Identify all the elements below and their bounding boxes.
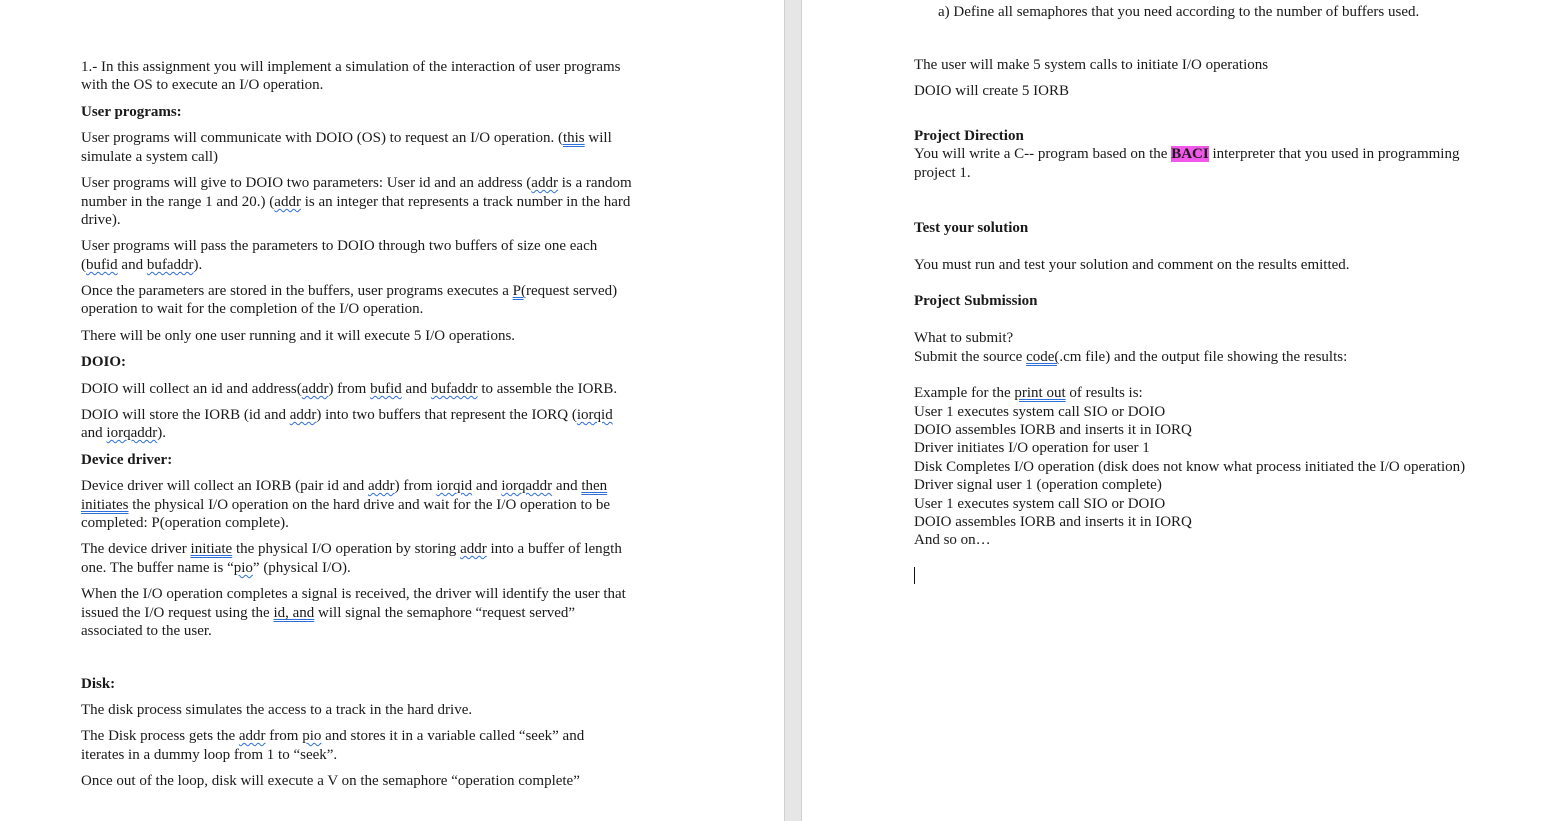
paragraph-line: You will write a C-- program based on the BACI interpreter that you used in programming (914, 146, 1460, 162)
paragraph-line: Example for the print out of results is: (914, 385, 1143, 401)
paragraph-line: completed: P(operation complete). (81, 515, 289, 531)
intro-line-2: with the OS to execute an I/O operation. (81, 77, 324, 93)
paragraph-line: project 1. (914, 165, 971, 181)
output-line: DOIO assembles IORB and inserts it in IORQ (914, 514, 1192, 530)
paragraph-line: There will be only one user running and it will execute 5 I/O operations. (81, 328, 516, 344)
output-line: And so on… (914, 532, 991, 548)
output-line: Driver signal user 1 (operation complete) (914, 477, 1162, 493)
paragraph-line: DOIO will store the IORB (id and addr) into two buffers that represent the IORQ (iorqid (81, 407, 613, 423)
paragraph-line: issued the I/O request using the id, and will signal the semaphore “request served” (81, 605, 576, 621)
project-direction-heading: Project Direction (914, 128, 1024, 144)
paragraph-line: iterates in a dummy loop from 1 to “seek”. (81, 747, 338, 763)
paragraph-line: simulate a system call) (81, 149, 219, 165)
paragraph-line: Device driver will collect an IORB (pair id and addr) from iorqid and iorqaddr and then (81, 478, 608, 494)
disk-heading: Disk: (81, 676, 116, 692)
output-line: DOIO assembles IORB and inserts it in IORQ (914, 422, 1192, 438)
paragraph-line: Once the parameters are stored in the buffers, user programs executes a P(request served) (81, 283, 618, 299)
paragraph-line: one. The buffer name is “pio” (physical I/O). (81, 560, 351, 576)
output-line: User 1 executes system call SIO or DOIO (914, 404, 1166, 420)
device-driver-heading: Device driver: (81, 452, 173, 468)
paragraph-line: User programs will communicate with DOIO (OS) to request an I/O operation. (this will (81, 130, 612, 146)
doio-heading: DOIO: (81, 354, 126, 370)
user-programs-heading: User programs: (81, 104, 182, 120)
paragraph-line: The user will make 5 system calls to initiate I/O operations (914, 57, 1269, 73)
right-page (802, 0, 1551, 821)
paragraph-line: The device driver initiate the physical I/O operation by storing addr into a buffer of length (81, 541, 622, 557)
test-solution-heading: Test your solution (914, 220, 1029, 236)
paragraph-line: User programs will give to DOIO two parameters: User id and an address (addr is a random (81, 175, 632, 191)
paragraph-line: Submit the source code(.cm file) and the output file showing the results: (914, 349, 1348, 365)
paragraph-line: Once out of the loop, disk will execute a V on the semaphore “operation complete” (81, 773, 580, 789)
output-line: Disk Completes I/O operation (disk does not know what process initiated the I/O operation) (914, 459, 1466, 475)
project-submission-heading: Project Submission (914, 293, 1038, 309)
item-a: a) Define all semaphores that you need according to the number of buffers used. (938, 4, 1420, 20)
paragraph-line: DOIO will create 5 IORB (914, 83, 1069, 99)
intro-line-1: 1.- In this assignment you will implement a simulation of the interaction of user programs (81, 59, 621, 75)
paragraph-line: number in the range 1 and 20.) (addr is an integer that represents a track number in the hard (81, 194, 631, 210)
text-cursor (914, 567, 915, 584)
page-gutter (784, 0, 802, 821)
output-line: Driver initiates I/O operation for user 1 (914, 440, 1150, 456)
paragraph-line: (bufid and bufaddr). (81, 257, 203, 273)
paragraph-line: User programs will pass the parameters to DOIO through two buffers of size one each (81, 238, 598, 254)
paragraph-line: operation to wait for the completion of the I/O operation. (81, 301, 424, 317)
paragraph-line: and iorqaddr). (81, 425, 166, 441)
paragraph-line: associated to the user. (81, 623, 212, 639)
paragraph-line: The Disk process gets the addr from pio and stores it in a variable called “seek” and (81, 728, 585, 744)
paragraph-line: drive). (81, 212, 121, 228)
paragraph-line: What to submit? (914, 330, 1014, 346)
paragraph-line: You must run and test your solution and comment on the results emitted. (914, 257, 1350, 273)
baci-highlight: BACI (1171, 146, 1209, 162)
output-line: User 1 executes system call SIO or DOIO (914, 496, 1166, 512)
paragraph-line: The disk process simulates the access to a track in the hard drive. (81, 702, 473, 718)
paragraph-line: When the I/O operation completes a signal is received, the driver will identify the user that (81, 586, 626, 602)
paragraph-line: initiates the physical I/O operation on the hard drive and wait for the I/O operation to be (81, 497, 611, 513)
paragraph-line: DOIO will collect an id and address(addr) from bufid and bufaddr to assemble the IORB. (81, 381, 618, 397)
